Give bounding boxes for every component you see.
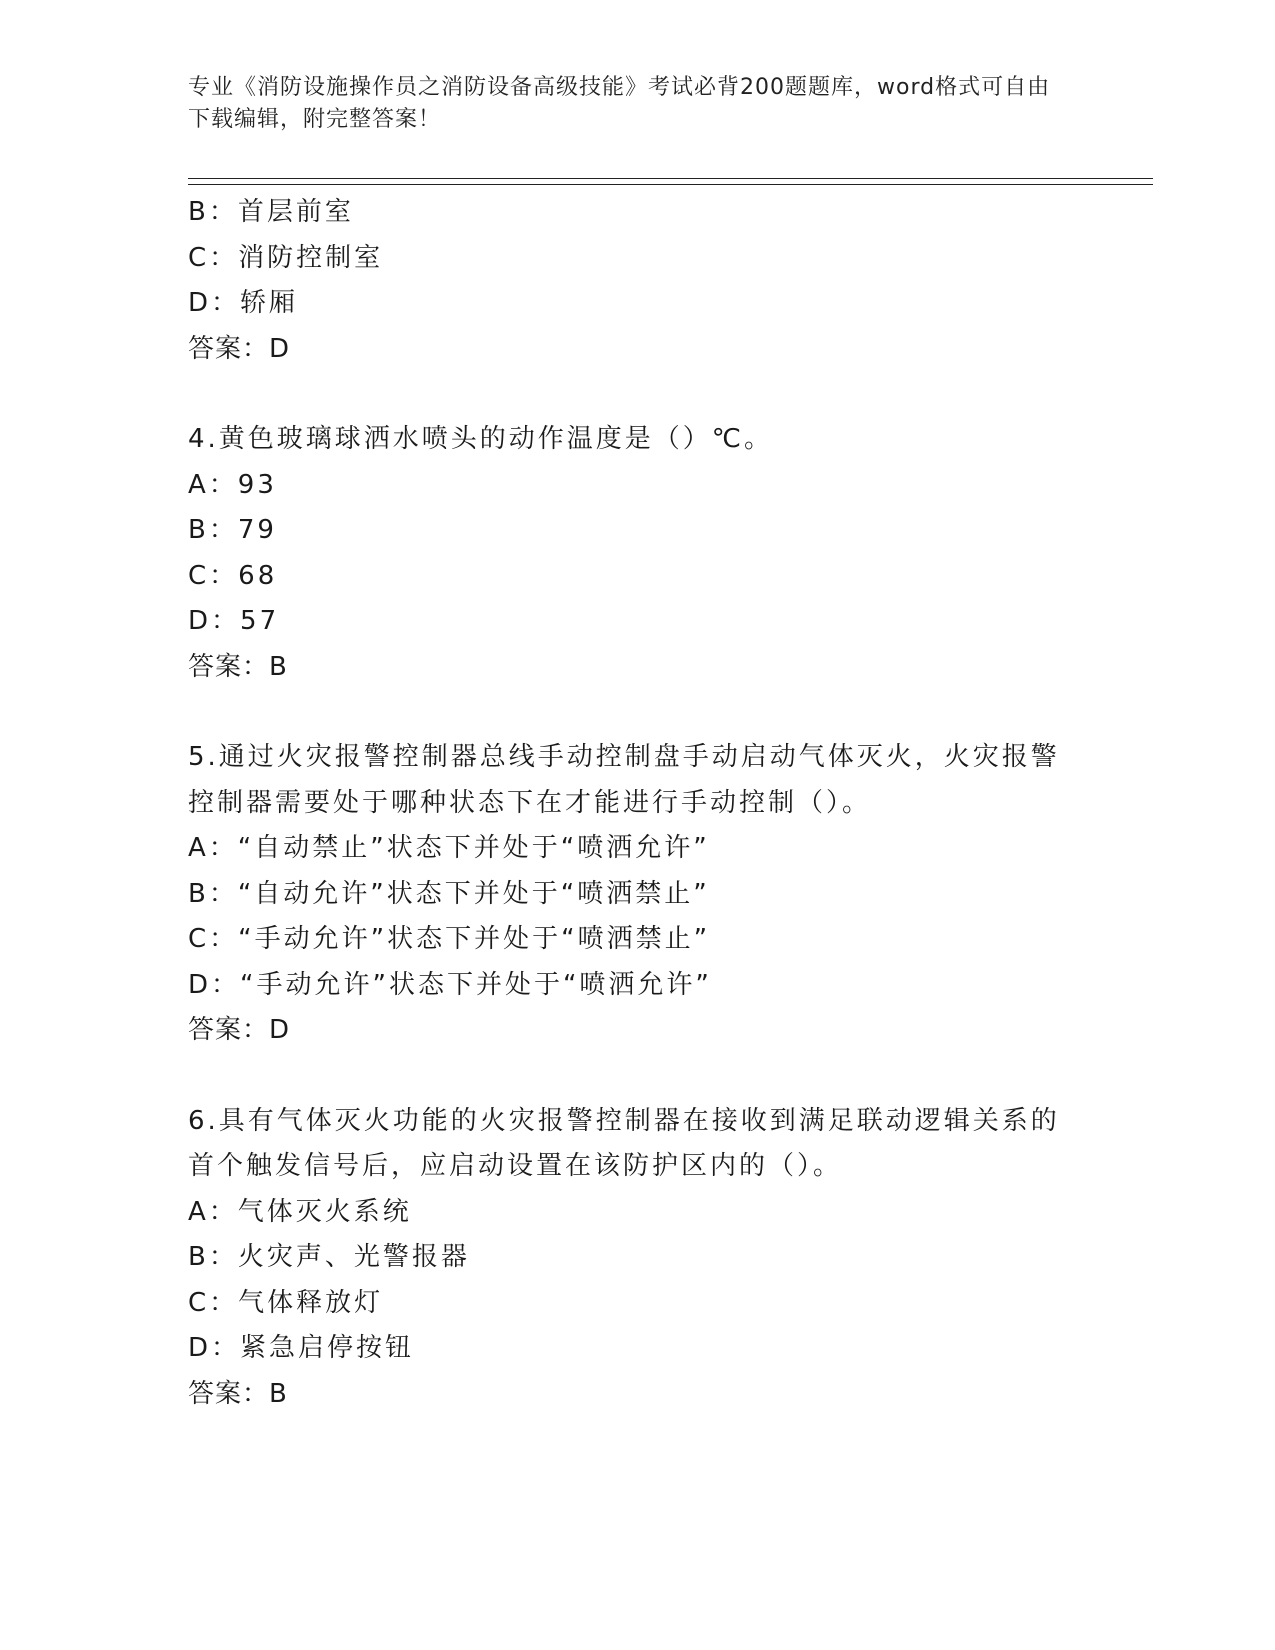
question-stem-line-1: 6.具有气体灭火功能的火灾报警控制器在接收到满足联动逻辑关系的 bbox=[188, 1105, 1060, 1136]
option-c: C：68 bbox=[188, 560, 278, 591]
question-5 bbox=[188, 735, 1088, 1054]
option-d: D：57 bbox=[188, 606, 280, 636]
question-list bbox=[188, 190, 1088, 1417]
option-d: D：轿厢 bbox=[188, 288, 299, 318]
page-header: 专业《消防设施操作员之消防设备高级技能》考试必背200题题库，word格式可自由下载编辑，附完整答案！ bbox=[188, 75, 1051, 132]
question-3 bbox=[188, 190, 1088, 372]
option-b: B：火灾声、光警报器 bbox=[188, 1242, 470, 1272]
question-stem: 4.黄色玻璃球洒水喷头的动作温度是（）℃。 bbox=[188, 424, 774, 454]
option-c: C：消防控制室 bbox=[188, 242, 384, 273]
option-c: C：气体释放灯 bbox=[188, 1287, 384, 1318]
option-a: A：93 bbox=[188, 469, 277, 500]
option-b: B：首层前室 bbox=[188, 197, 354, 227]
question-stem-line-2: 首个触发信号后，应启动设置在该防护区内的（）。 bbox=[188, 1151, 843, 1181]
option-a: A：“自动禁止”状态下并处于“喷洒允许” bbox=[188, 833, 710, 863]
question-6 bbox=[188, 1099, 1088, 1418]
answer: 答案：D bbox=[188, 333, 291, 364]
option-d: D：紧急启停按钮 bbox=[188, 1333, 415, 1363]
option-b: B：79 bbox=[188, 515, 277, 545]
answer: 答案：D bbox=[188, 1015, 291, 1045]
question-stem-line-2: 控制器需要处于哪种状态下在才能进行手动控制（）。 bbox=[188, 787, 872, 818]
header-divider bbox=[188, 178, 1153, 185]
option-a: A：气体灭火系统 bbox=[188, 1196, 412, 1227]
option-b: B：“自动允许”状态下并处于“喷洒禁止” bbox=[188, 878, 710, 909]
question-4 bbox=[188, 417, 1088, 690]
option-c: C：“手动允许”状态下并处于“喷洒禁止” bbox=[188, 924, 711, 954]
answer: 答案：B bbox=[188, 651, 288, 682]
answer: 答案：B bbox=[188, 1378, 288, 1409]
question-stem-line-1: 5.通过火灾报警控制器总线手动控制盘手动启动气体灭火，火灾报警 bbox=[188, 742, 1060, 772]
option-d: D：“手动允许”状态下并处于“喷洒允许” bbox=[188, 969, 712, 1000]
